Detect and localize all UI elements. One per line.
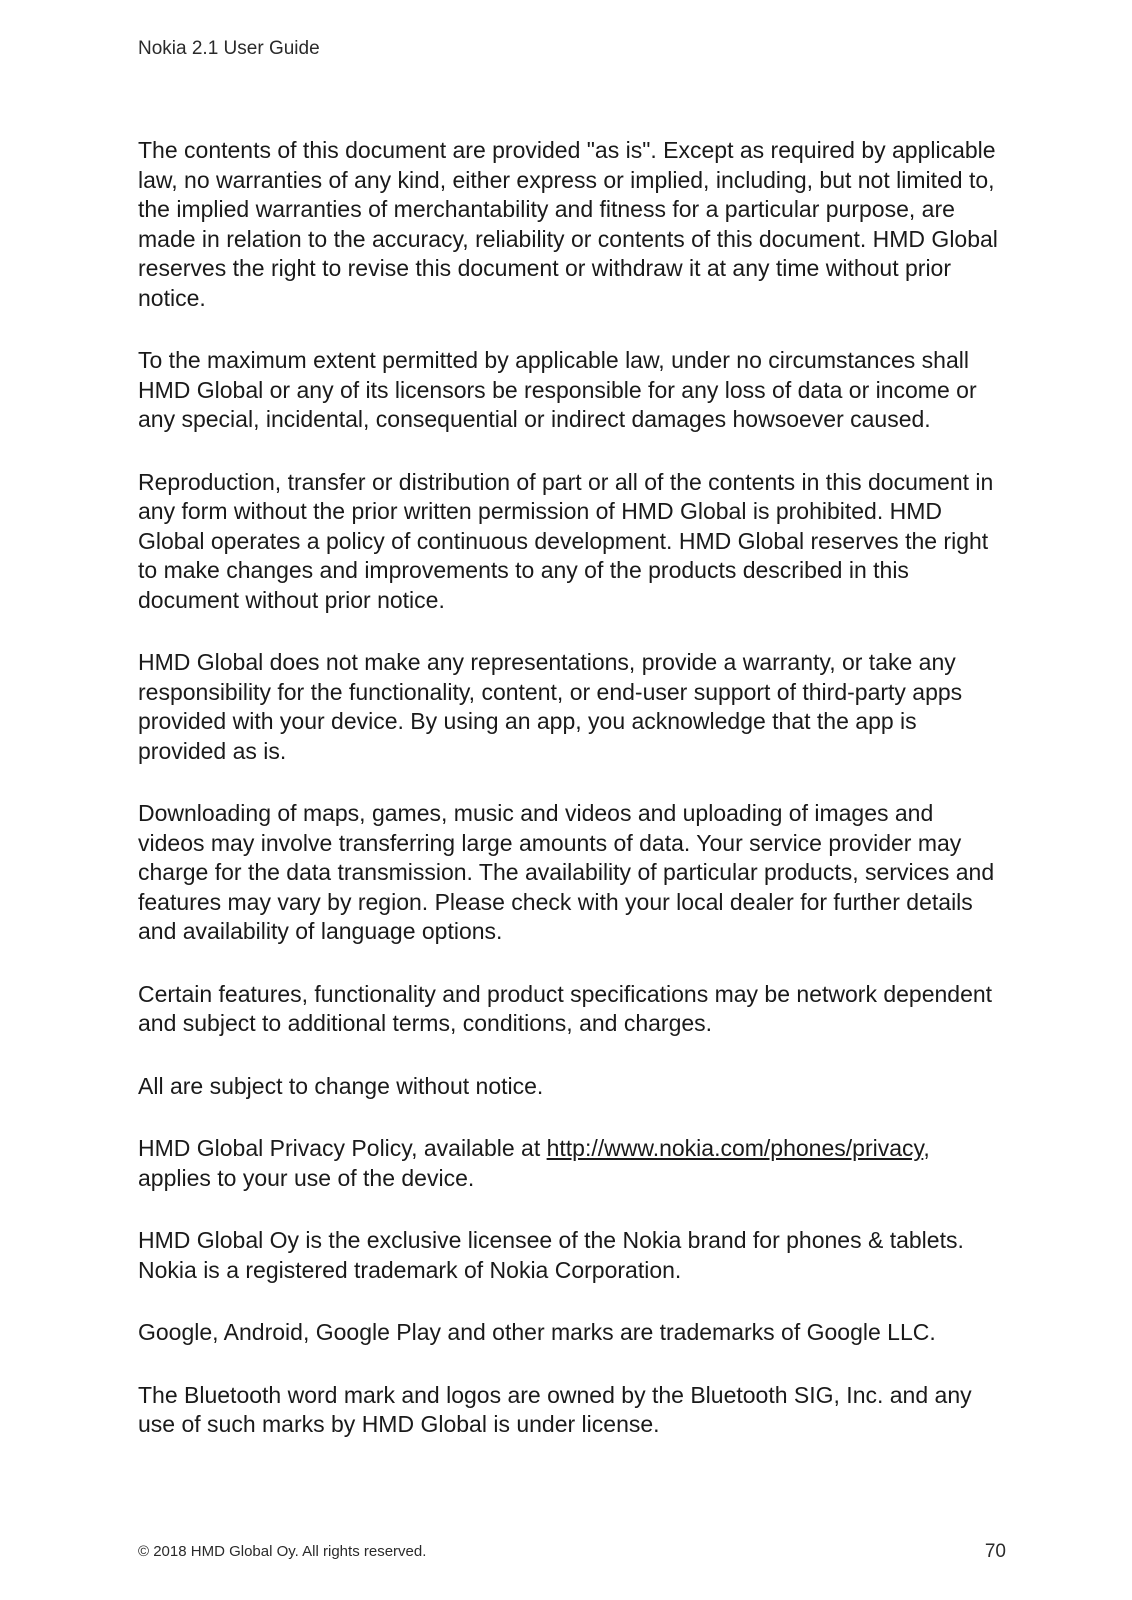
paragraph-bluetooth-trademark: The Bluetooth word mark and logos are owned by the Bluetooth SIG, Inc. and any use of such marks by HMD Global is under license. [138,1381,972,1437]
privacy-text-before: HMD Global Privacy Policy, available at [138,1135,547,1161]
paragraph-liability-limitation: To the maximum extent permitted by applicable law, under no circumstances shall HMD Global or any of its licensors be responsible for any loss of data or income or any special, incidental, consequential or indirect damages howsoever caused. [138,347,977,432]
privacy-policy-link[interactable]: http://www.nokia.com/phones/privacy [546,1135,924,1161]
paragraph-network-dependent: Certain features, functionality and product specifications may be network dependent and subject to additional terms, conditions, and charges. [138,980,993,1036]
privacy-text-after: , applies to your use of the device. [138,1135,930,1191]
paragraph-as-is-disclaimer: The contents of this document are provided "as is". Except as required by applicable law, no warranties of any kind, either express or implied, including, but not limited to, the implied warranties of merchantability and fitness for a particular purpose, are made in relation to the accuracy, reliability or contents of this document. HMD Global reserves the right to revise this document or withdraw it at any time without prior notice. [138,137,998,311]
paragraph-data-charges: Downloading of maps, games, music and videos and uploading of images and videos may involve transferring large amounts of data. Your service provider may charge for the data transmission. The availability of particular products, services and features may vary by region. Please check with your local dealer for further details and availability of language options. [138,800,995,944]
paragraph-reproduction-notice: Reproduction, transfer or distribution of part or all of the contents in this document in any form without the prior written permission of HMD Global is prohibited. HMD Global operates a policy of continuous development. HMD Global reserves the right to make changes and improvements to any of the products described in this document without prior notice. [138,468,994,613]
paragraph-third-party-apps: HMD Global does not make any representations, provide a warranty, or take any responsibility for the functionality, content, or end-user support of third-party apps provided with your device. By using an app, you acknowledge that the app is provided as is. [138,649,963,764]
page-number: 70 [984,1541,1006,1562]
document-body [138,136,1006,1473]
paragraph-google-trademark: Google, Android, Google Play and other marks are trademarks of Google LLC. [138,1319,936,1345]
paragraph-change-notice: All are subject to change without notice. [138,1072,544,1099]
page-header-title: Nokia 2.1 User Guide [138,38,320,59]
footer-copyright: © 2018 HMD Global Oy. All rights reserved. [138,1543,427,1560]
paragraph-privacy-policy [138,1134,1006,1193]
paragraph-nokia-trademark: HMD Global Oy is the exclusive licensee of the Nokia brand for phones & tablets. Nokia is a registered trademark of Nokia Corporation. [138,1227,964,1283]
